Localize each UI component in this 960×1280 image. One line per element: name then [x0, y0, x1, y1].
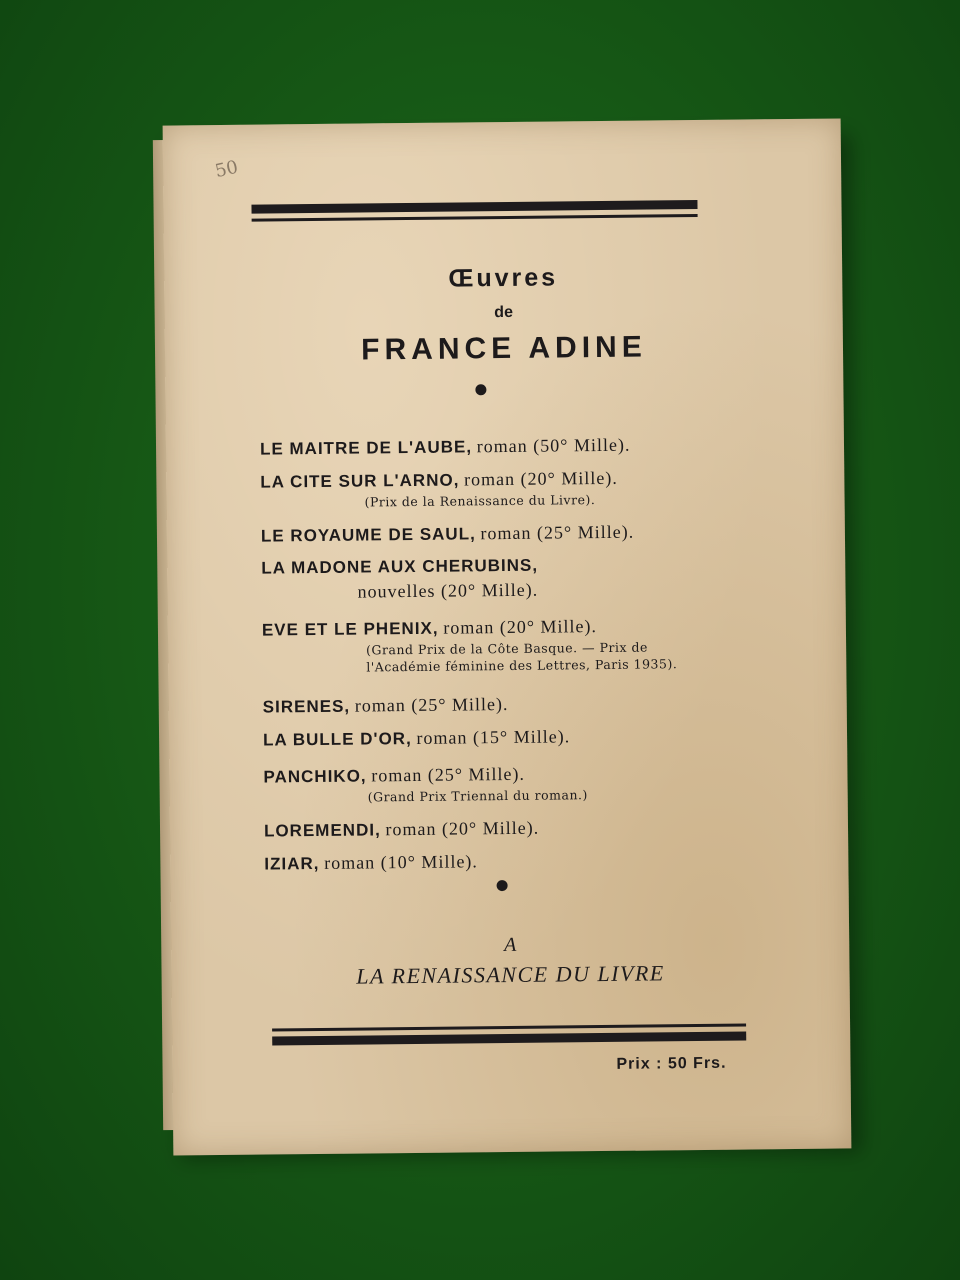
work-desc: roman (20° Mille).: [464, 467, 618, 490]
bottom-rule-thick: [272, 1032, 746, 1046]
work-title: LE ROYAUME DE SAUL,: [260, 524, 476, 546]
pencil-scribble: 50: [213, 156, 241, 183]
price-label: Prix : 50 Frs.: [616, 1054, 727, 1073]
work-desc: roman (10° Mille).: [324, 851, 478, 873]
work-desc: nouvelles (20° Mille).: [357, 579, 539, 602]
work-note-line-2: l'Académie féminine des Lettres, Paris 1935).: [366, 656, 678, 675]
heading-de: de: [494, 303, 514, 322]
work-item: [263, 689, 833, 720]
top-rule-thick: [251, 200, 697, 214]
work-desc: roman (20° Mille).: [443, 616, 598, 638]
work-title: IZIAR,: [264, 853, 320, 874]
bullet-dot-bottom: [497, 880, 508, 891]
work-item: [263, 722, 833, 753]
work-item: [264, 813, 834, 844]
publisher-prefix: A: [504, 933, 517, 957]
work-title: SIRENES,: [262, 696, 351, 717]
heading-oeuvres: Œuvres: [448, 263, 559, 293]
work-note: (Prix de la Renaissance du Livre).: [364, 492, 596, 510]
work-title: EVE ET LE PHENIX,: [261, 618, 439, 640]
bottom-rule: [272, 1024, 746, 1046]
works-list: [260, 431, 835, 885]
bottom-rule-thin: [272, 1024, 746, 1032]
work-desc: roman (15° Mille).: [416, 726, 571, 748]
work-item: [264, 846, 834, 877]
work-item: [261, 518, 831, 549]
work-title: PANCHIKO,: [263, 766, 367, 787]
bullet-dot-top: [475, 384, 486, 395]
work-item: [262, 612, 833, 677]
publisher-name: LA RENAISSANCE DU LIVRE: [356, 960, 665, 989]
work-title: LA MADONE AUX CHERUBINS,: [261, 555, 539, 578]
work-desc: roman (25° Mille).: [354, 693, 509, 716]
work-item: [260, 431, 830, 462]
work-desc: roman (25° Mille).: [480, 521, 635, 544]
work-note: (Grand Prix de la Côte Basque. — Prix de: [366, 639, 648, 658]
work-item: [263, 759, 833, 807]
top-rule-thin: [252, 214, 698, 222]
work-desc: roman (20° Mille).: [385, 817, 540, 840]
work-title: LE MAITRE DE L'AUBE,: [259, 437, 473, 459]
work-title: LOREMENDI,: [263, 820, 381, 841]
top-rule: [251, 200, 697, 222]
work-note: (Grand Prix Triennal du roman.): [367, 787, 588, 805]
work-title: LA BULLE D'OR,: [262, 729, 412, 750]
author-name: FRANCE ADINE: [361, 330, 647, 367]
book-back-cover: [163, 118, 852, 1155]
work-title: LA CITE SUR L'ARNO,: [260, 470, 460, 492]
work-desc: roman (25° Mille).: [371, 763, 526, 786]
work-desc: roman (50° Mille).: [476, 434, 631, 457]
work-item: [261, 551, 831, 606]
work-item: [260, 464, 830, 512]
